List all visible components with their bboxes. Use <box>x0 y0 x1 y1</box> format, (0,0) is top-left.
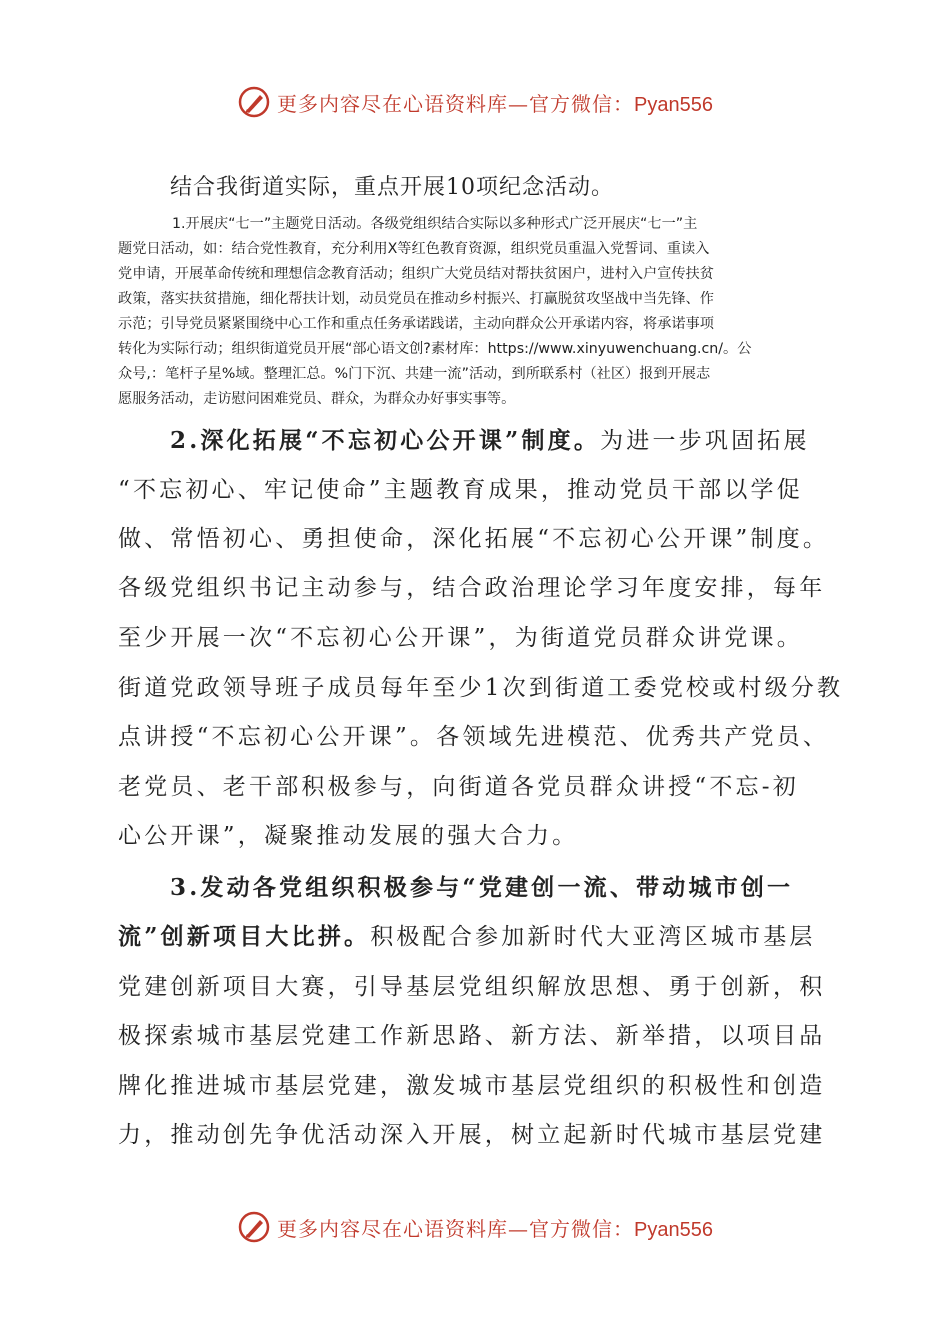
item1-line: 党申请，开展革命传统和理想信念教育活动；组织广大党员结对帮扶贫困户，进村入户宣传扶贫 <box>118 266 714 282</box>
item2-line: 街道党政领导班子成员每年至少1次到街道工委党校或村级分教 <box>118 675 844 701</box>
item3-line: 牌化推进城市基层党建，激发城市基层党组织的积极性和创造 <box>118 1073 826 1099</box>
wechat-id: Pyan556 <box>634 93 713 116</box>
intro-paragraph: 结合我街道实际，重点开展10项纪念活动。 <box>170 175 614 200</box>
item3-heading-end: 流”创新项目大比拼。 <box>118 923 371 950</box>
item1-line: 转化为实际行动；组织街道党员开展“部心语文创?素材库：https://www.xinyuwenchuang.cn/。公 <box>118 341 752 357</box>
item2-line: “不忘初心、牢记使命”主题教育成果，推动党员干部以学促 <box>118 477 803 503</box>
item3-second-line: 流”创新项目大比拼。积极配合参加新时代大亚湾区城市基层 <box>118 923 816 950</box>
item2-line: 心公开课”，凝聚推动发展的强大合力。 <box>118 823 579 849</box>
item3-line: 力，推动创先争优活动深入开展，树立起新时代城市基层党建 <box>118 1122 826 1148</box>
header-banner <box>0 82 950 122</box>
banner-text: 更多内容尽在心语资料库—官方微信：Pyan556 <box>277 1216 713 1241</box>
item1-line: 题党日活动，如：结合党性教育，充分利用X等红色教育资源，组织党员重温入党誓词、重读入 <box>118 241 710 257</box>
item2-line: 各级党组织书记主动参与，结合政治理论学习年度安排，每年 <box>118 575 826 601</box>
item3-line: 党建创新项目大赛，引导基层党组织解放思想、勇于创新，积 <box>118 974 826 1000</box>
pen-logo-icon <box>237 85 271 119</box>
banner-text: 更多内容尽在心语资料库—官方微信：Pyan556 <box>277 91 713 116</box>
item1-line: 政策，落实扶贫措施，细化帮扶计划，动员党员在推动乡村振兴、打赢脱贫攻坚战中当先锋、作 <box>118 291 714 307</box>
item2-line: 点讲授“不忘初心公开课”。各领域先进模范、优秀共产党员、 <box>118 724 830 750</box>
item1-line: 愿服务活动，走访慰问困难党员、群众，为群众办好事实事等。 <box>118 391 516 407</box>
pen-logo-icon <box>237 1210 271 1244</box>
item2-line: 老党员、老干部积极参与，向街道各党员群众讲授“不忘-初 <box>118 774 799 800</box>
item3-heading: 3.发动各党组织积极参与“党建创一流、带动城市创一 <box>170 874 794 901</box>
item1-line: 众号,：笔杆子星%域。整理汇总。%门下沉、共建一流”活动，到所联系村（社区）报到开展志 <box>118 366 711 382</box>
item2-line: 至少开展一次“不忘初心公开课”，为街道党员群众讲党课。 <box>118 625 803 651</box>
footer-banner <box>0 1207 950 1247</box>
item1-line: 示范；引导党员紧紧围绕中心工作和重点任务承诺践诺，主动向群众公开承诺内容，将承诺事项 <box>118 316 714 332</box>
item2-first-line: 2.深化拓展“不忘初心公开课”制度。为进一步巩固拓展 <box>170 427 810 454</box>
wechat-id: Pyan556 <box>634 1218 713 1241</box>
item2-heading: 2.深化拓展“不忘初心公开课”制度。 <box>170 427 601 454</box>
item1-line: 1.开展庆“七一”主题党日活动。各级党组织结合实际以多种形式广泛开展庆“七一”主 <box>172 216 698 232</box>
item3-line: 极探索城市基层党建工作新思路、新方法、新举措，以项目品 <box>118 1023 826 1049</box>
item2-line: 做、常悟初心、勇担使命，深化拓展“不忘初心公开课”制度。 <box>118 526 830 552</box>
